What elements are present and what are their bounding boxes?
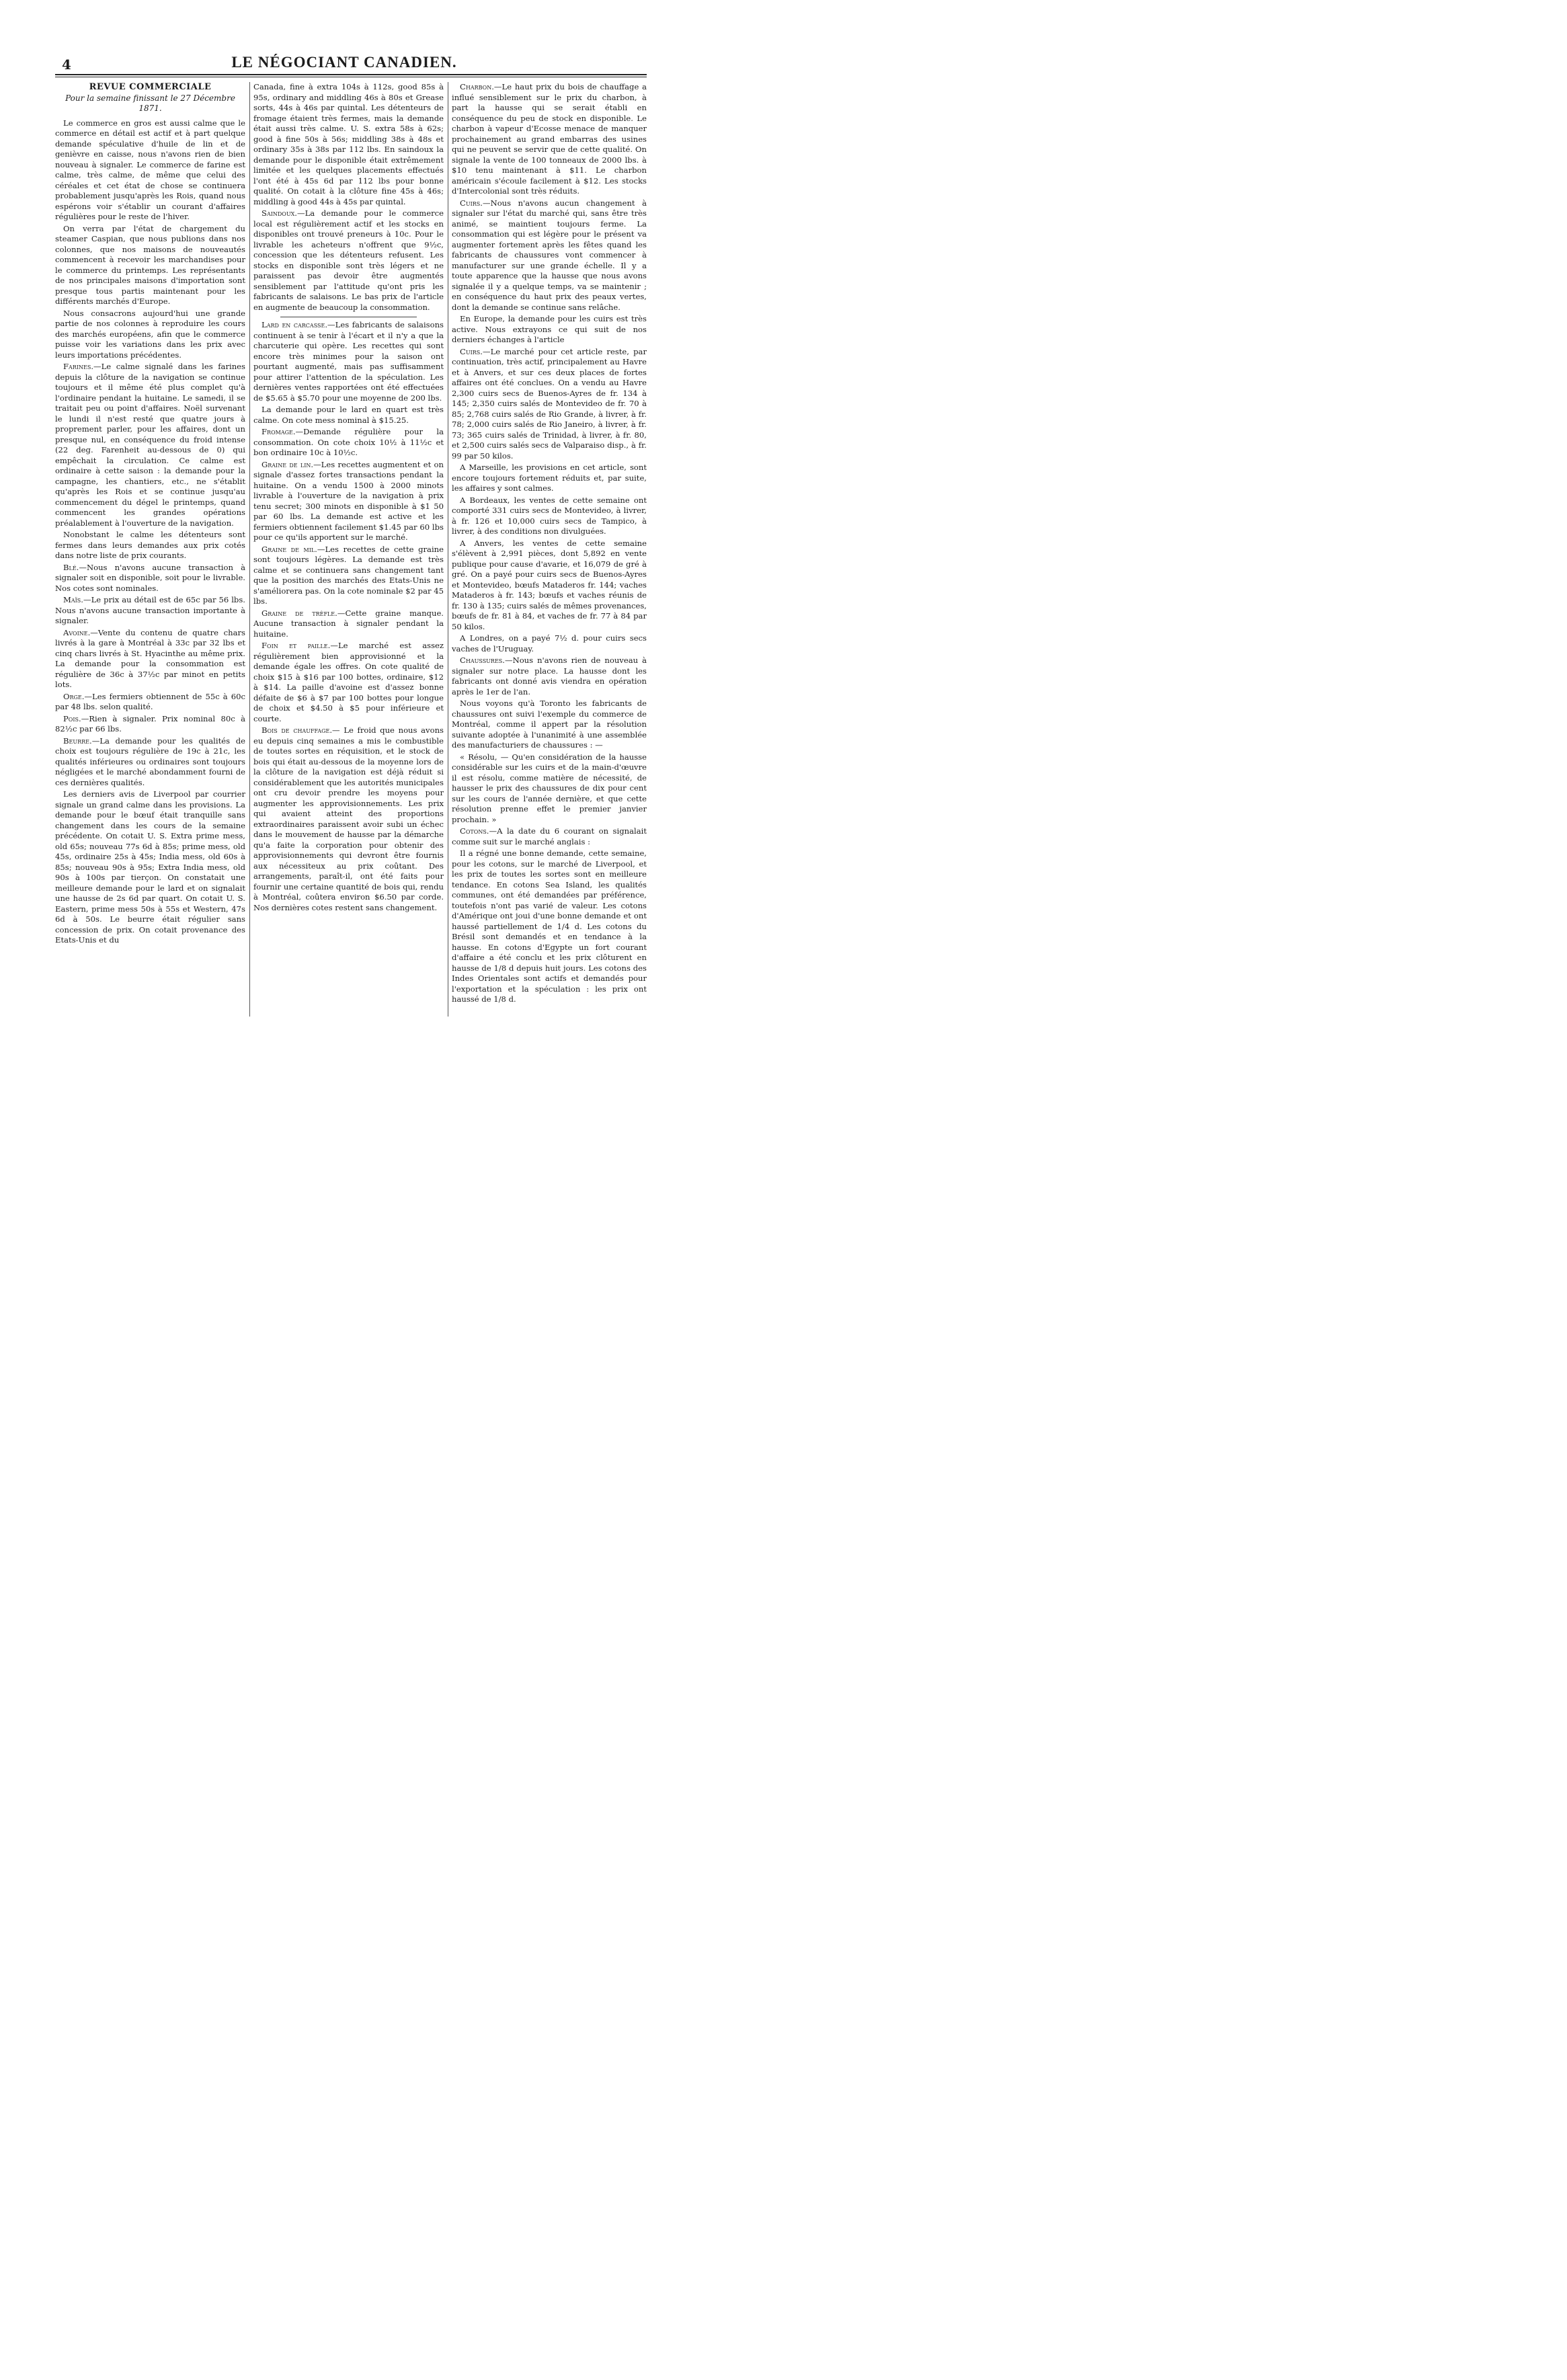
paragraph-lead: Foin et paille. xyxy=(262,641,331,650)
paragraph xyxy=(55,714,245,735)
paragraph: Nous voyons qu'à Toronto les fabricants de chaussures ont suivi l'exemple du commerce de Montréal, comme il appert par la résolution suivante adoptée à l'unanimité à une assemblée des manufacturiers de chaussures : — xyxy=(452,699,647,750)
column-1 xyxy=(55,82,245,947)
paragraph-text: —Demande régulière pour la consommation. On cote choix 10½ à 11½c et bon ordinaire 10c à 10½c. xyxy=(253,427,444,457)
paragraph xyxy=(452,826,647,847)
paragraph: Il a régné une bonne demande, cette semaine, pour les cotons, sur le marché de Liverpool, et les prix de toutes les sortes sont en meilleure tendance. En cotons Sea Island, les qualités communes, ont été demandées par préférence, toutefois n'ont pas varié de valeur. Les cotons d'Amérique ont joui d'une bonne demande et ont haussé partiellement de 1/4 d. Les cotons du Brésil sont demandés et en tendance à la hausse. En cotons d'Egypte un fort courant d'affaire a été conclu et les prix clôturent en hausse de 1/8 d depuis huit jours. Les cotons des Indes Orientales sont actifs et demandés pour l'exportation et la spéculation : les prix ont haussé de 1/8 d. xyxy=(452,848,647,1004)
paragraph-text: —Le haut prix du bois de chauffage a influé sensiblement sur le prix du charbon, à part la hausse qui se serait établi en conséquence du peu de stock en disponible. Le charbon à vapeur d'Ecosse menace de manquer prochainement au grand embarras des usines qui ne peuvent se servir que de cette qualité. On signale la vente de 100 tonneaux de 2000 lbs. à $10 tenu maintenant à $11. Le charbon américain s'écoule facilement à $12. Les stocks d'Intercolonial sont très réduits. xyxy=(452,82,647,196)
paragraph-lead: Graine de trèfle. xyxy=(262,608,337,618)
paragraph-text: —Nous n'avons aucun changement à signaler sur l'état du marché qui, sans être très animé, se maintient toujours ferme. La consommation qui est légère pour le présent va augmenter fortement après les fêtes quand les fabricants de chaussures vont commencer à manufacturer sur une grande échelle. Il y a toute apparence que la hausse que nous avons signalée il y a quelque temps, va se maintenir ; en conséquence du haut prix des peaux vertes, dont la demande se continue sans relâche. xyxy=(452,198,647,312)
paragraph-text: —Le marché est assez régulièrement bien approvisionné et la demande égale les offres. On cote qualité de choix $15 à $16 par 100 bottes, ordinaire, $12 à $14. La paille d'avoine est d'assez bonne défaite de $6 à $7 par 100 bottes pour longue de choix et $4.50 à $5 pour inférieure et courte. xyxy=(253,641,444,723)
paragraph: Canada, fine à extra 104s à 112s, good 85s à 95s, ordinary and middling 46s à 80s et Grease sorts, 44s à 46s par quintal. Les détenteurs de fromage étaient très fermes, mais la demande était aussi très calme. U. S. extra 58s à 62s; good à fine 50s à 56s; middling 38s à 48s et ordinary 35s à 38s par 112 lbs. En saindoux la demande pour le disponible était extrêmement limitée et les quelques placements effectués l'ont été à 45s 6d par 112 lbs pour bonne qualité. On cotait à la clôture fine 45s à 46s; middling à good 44s à 45s par quintal. xyxy=(253,82,444,206)
paragraph xyxy=(452,347,647,462)
paragraph-text: —La demande pour les qualités de choix est toujours régulière de 19c à 21c, les qualités inférieures ou ordinaires sont toujours négligées et le marché abondamment fourni de ces dernières qualités. xyxy=(55,736,245,787)
paragraph-text: —Les fermiers obtiennent de 55c à 60c par 48 lbs. selon qualité. xyxy=(55,691,245,711)
paragraph-lead: Charbon. xyxy=(460,82,494,91)
paragraph-text: —Les recettes de cette graine sont toujours légères. La demande est très calme et se continuera sans changement tant que la position des marchés des Etats-Unis ne s'améliorera pas. On la cote nominale $2 par 45 lbs. xyxy=(253,544,444,606)
paragraph xyxy=(253,725,444,913)
section-subheading: Pour la semaine finissant le 27 Décembre 1871. xyxy=(65,93,235,113)
paragraph-text: — Le froid que nous avons eu depuis cinq semaines a mis le combustible de toutes sortes en réquisition, et le stock de bois qui était au-dessous de la moyenne lors de la clôture de la navigation est déjà réduit si considérablement que les autorités municipales ont cru devoir prendre les moyens pour augmenter les approvisionnements. Les prix qui avaient atteint des proportions extraordinaires paraissent avoir subi un échec dans le mouvement de hausse par la démarche qu'a faite la corporation pour obtenir des approvisionnements qui devront être fournis aux nécessiteux au prix coûtant. Des arrangements, paraît-il, ont été faits pour fournir une certaine quantité de bois qui, rendu à Montréal, coûtera environ $6.50 par corde. Nos dernières cotes restent sans changement. xyxy=(253,725,444,912)
paragraph-lead: Cuirs. xyxy=(460,346,483,356)
paragraph: A Bordeaux, les ventes de cette semaine ont comporté 331 cuirs secs de Montevideo, à livrer, à fr. 126 et 10,000 cuirs secs de Tampico, à livrer, à des conditions non divulguées. xyxy=(452,495,647,536)
header-rule xyxy=(55,74,647,75)
paragraph-lead: Bois de chauffage. xyxy=(262,725,333,735)
column-divider xyxy=(249,82,250,1017)
paragraph-text: —Les recettes augmentent et on signale d'assez fortes transactions pendant la huitaine. On a vendu 1500 à 2000 minots livrable à l'ouverture de la navigation à prix tenu secret; 300 minots en disponible à $1 50 par 60 lbs. La demande est active et les fermiers obtiennent facilement $1.45 par 60 lbs pour ce qu'ils apportent sur le marché. xyxy=(253,459,444,542)
paragraph xyxy=(452,198,647,313)
paragraph xyxy=(55,736,245,789)
paragraph-lead: Lard en carcasse. xyxy=(262,320,328,329)
paragraph-text: —Nous n'avons aucune transaction à signaler soit en disponible, soit pour le livrable. Nos cotes sont nominales. xyxy=(55,562,245,593)
paragraph xyxy=(452,82,647,197)
paragraph-lead: Avoine. xyxy=(63,627,91,637)
paragraph-lead: Pois. xyxy=(63,713,81,723)
paragraph: En Europe, la demande pour les cuirs est très active. Nous extrayons ce qui suit de nos derniers échanges à l'article xyxy=(452,314,647,344)
paragraph-text: —A la date du 6 courant on signalait comme suit sur le marché anglais : xyxy=(452,826,647,846)
paragraph-lead: Blé. xyxy=(63,562,79,572)
paragraph-text: —Les fabricants de salaisons continuent à se tenir à l'écart et il n'y a que la charcuterie qui opère. Les recettes qui sont encore très minimes pour la saison ont pourtant augmenté, mais pas suffisamment pour attirer l'attention de la spéculation. Les dernières ventes rapportées ont été effectuées de $5.65 à $5.70 pour une moyenne de 200 lbs. xyxy=(253,320,444,403)
paragraph xyxy=(253,427,444,459)
paragraph xyxy=(253,460,444,543)
paragraph-text: —Nous n'avons rien de nouveau à signaler sur notre place. La hausse dont les fabricants ont donné avis viendra en opération après le 1er de l'an. xyxy=(452,656,647,697)
paragraph: Nous consacrons aujourd'hui une grande partie de nos colonnes à reproduire les cours des marchés européens, afin que le commerce puisse voir les variations dans les prix avec leurs importations précédentes. xyxy=(55,308,245,360)
paragraph xyxy=(55,563,245,594)
masthead: LE NÉGOCIANT CANADIEN. xyxy=(231,54,457,71)
paragraph xyxy=(55,692,245,713)
paragraph xyxy=(55,362,245,528)
paragraph-lead: Beurre. xyxy=(63,736,92,746)
paragraph xyxy=(253,545,444,607)
paragraph-lead: Saindoux. xyxy=(262,208,297,218)
section-heading: REVUE COMMERCIALE xyxy=(89,82,212,92)
paragraph-text: —Cette graine manque. Aucune transaction à signaler pendant la huitaine. xyxy=(253,608,444,639)
paragraph-text: —Le marché pour cet article reste, par continuation, très actif, principalement au Havre et à Anvers, et sur ces deux places de fortes affaires ont été conclues. On a vendu au Havre 2,300 cuirs secs de Buenos-Ayres de fr. 134 à 145; 2,350 cuirs salés de Montevideo de fr. 70 à 85; 2,768 cuirs salés de Rio Grande, à livrer, à fr. 78; 2,000 cuirs salés de Rio Janeiro, à livrer, à fr. 73; 365 cuirs salés de Trinidad, à livrer, à fr. 80, et 2,500 cuirs salés secs de Valparaiso disp., à fr. 99 par 50 kilos. xyxy=(452,346,647,461)
paragraph: Les derniers avis de Liverpool par courrier signale un grand calme dans les provisions. La demande pour le bœuf était tranquille sans changement dans les cours de la semaine précédente. On cotait U. S. Extra prime mess, old 65s; nouveau 77s 6d à 85s; prime mess, old 45s, ordinaire 25s à 45s; India mess, old 60s à 85s; nouveau 90s à 95s; Extra India mess, old 90s à 100s par tierçon. On constatait une meilleure demande pour le lard et on signalait une hausse de 2s 6d par quart. On cotait U. S. Eastern, prime mess 50s à 55s et Western, 47s 6d à 50s. Le beurre était régulier sans concession de prix. On cotait provenance des Etats-Unis et du xyxy=(55,789,245,945)
paragraph-lead: Graine de lin. xyxy=(262,459,314,469)
paragraph-lead: Cuirs. xyxy=(460,198,483,208)
paragraph-text: —Le prix au détail est de 65c par 56 lbs. Nous n'avons aucune transaction importante à signaler. xyxy=(55,595,245,625)
paragraph: A Marseille, les provisions en cet article, sont encore toujours fortement réduits et, par suite, les affaires y sont calmes. xyxy=(452,463,647,493)
paragraph xyxy=(55,628,245,690)
paragraph-lead: Graine de mil. xyxy=(262,544,317,554)
page-number: 4 xyxy=(62,56,71,73)
paragraph: Le commerce en gros est aussi calme que le commerce en détail est actif et à part quelque demande spéculative d'huile de lin et de genièvre en caisse, nous n'avons rien de bien nouveau à signaler. Le commerce de farine est calme, très calme, de même que celui des céréales et cet état de chose se continuera probablement jusqu'après les Rois, quand nous espérons voir s'établir un courant d'affaires régulières pour le reste de l'hiver. xyxy=(55,118,245,221)
paragraph: A Anvers, les ventes de cette semaine s'élèvent à 2,991 pièces, dont 5,892 en vente publique pour cause d'avarie, et 16,079 de gré à gré. On a payé pour cuirs secs de Buenos-Ayres et Montevideo, bœufs Mataderos fr. 144; vaches Mataderos à fr. 143; bœufs et vaches réunis de fr. 130 à 135; cuirs salés de mêmes provenances, bœufs de fr. 81 à 84, et vaches de fr. 77 à 84 par 50 kilos. xyxy=(452,538,647,631)
paragraph xyxy=(253,208,444,313)
paragraph-lead: Fromage. xyxy=(262,427,296,436)
paragraph xyxy=(452,656,647,697)
paragraph-lead: Orge. xyxy=(63,691,85,701)
paragraph-lead: Cotons. xyxy=(460,826,489,836)
column-2 xyxy=(253,82,444,914)
paragraph: On verra par l'état de chargement du steamer Caspian, que nous publions dans nos colonnes, que nos maisons de nouveautés commencent à recevoir les marchandises pour le commerce du printemps. Les représentants de nos principales maisons d'importation sont presque tous partis maintenant pour les différents marchés d'Europe. xyxy=(55,223,245,306)
column-3 xyxy=(452,82,647,1006)
paragraph: « Résolu, — Qu'en considération de la hausse considérable sur les cuirs et de la main-d'œuvre il est résolu, comme matière de nécessité, de hausser le prix des chaussures de dix pour cent sur les cours de l'année dernière, et que cette résolution prenne effet le premier janvier prochain. » xyxy=(452,752,647,824)
paragraph-text: —Vente du contenu de quatre chars livrés à la gare à Montréal à 33c par 32 lbs et cinq chars livrés à St. Hyacinthe au même prix. La demande pour la consommation est régulière de 36c à 37½c par minot en petits lots. xyxy=(55,627,245,689)
paragraph: La demande pour le lard en quart est très calme. On cote mess nominal à $15.25. xyxy=(253,405,444,425)
paragraph-text: —Le calme signalé dans les farines depuis la clôture de la navigation se continue toujours et il même été plus complet qu'à l'ordinaire pendant la huitaine. Le samedi, il se traitait peu ou point d'affaires. Noël survenant le lundi il n'est resté que quatre jours à proprement parler, pour les affaires, dont un presque nul, en conséquence du froid intense (22 deg. Farenheit au-dessous de 0) qui empêchait la circulation. Ce calme est ordinaire à cette saison : la demande pour la campagne, les chantiers, etc., ne s'établit qu'après les Rois et se continue jusqu'au commencement du dégel le printemps, quand commencent les grandes opérations préalablement à l'ouverture de la navigation. xyxy=(55,362,245,528)
paragraph xyxy=(253,608,444,640)
paragraph xyxy=(253,320,444,403)
paragraph xyxy=(55,595,245,627)
paragraph: A Londres, on a payé 7½ d. pour cuirs secs vaches de l'Uruguay. xyxy=(452,633,647,653)
paragraph: Nonobstant le calme les détenteurs sont fermes dans leurs demandes aux prix cotés dans notre liste de prix courants. xyxy=(55,530,245,560)
paragraph-lead: Chaussures. xyxy=(460,656,505,665)
paragraph xyxy=(253,641,444,724)
paragraph-lead: Farines. xyxy=(63,362,94,371)
paragraph-text: —Rien à signaler. Prix nominal 80c à 82½c par 66 lbs. xyxy=(55,713,245,733)
paragraph-text: —La demande pour le commerce local est régulièrement actif et les stocks en disponibles ont trouvé preneurs à 10c. Pour le livrable les acheteurs n'offrent que 9½c, concession que les détenteurs refusent. Les stocks en disponible sont très légers et ne paraissent pas devoir être augmentés sensiblement par l'attitude qu'ont pris les fabricants de salaisons. Le bas prix de l'article en augmente de beaucoup la consommation. xyxy=(253,208,444,312)
paragraph-lead: Maïs. xyxy=(63,595,83,604)
